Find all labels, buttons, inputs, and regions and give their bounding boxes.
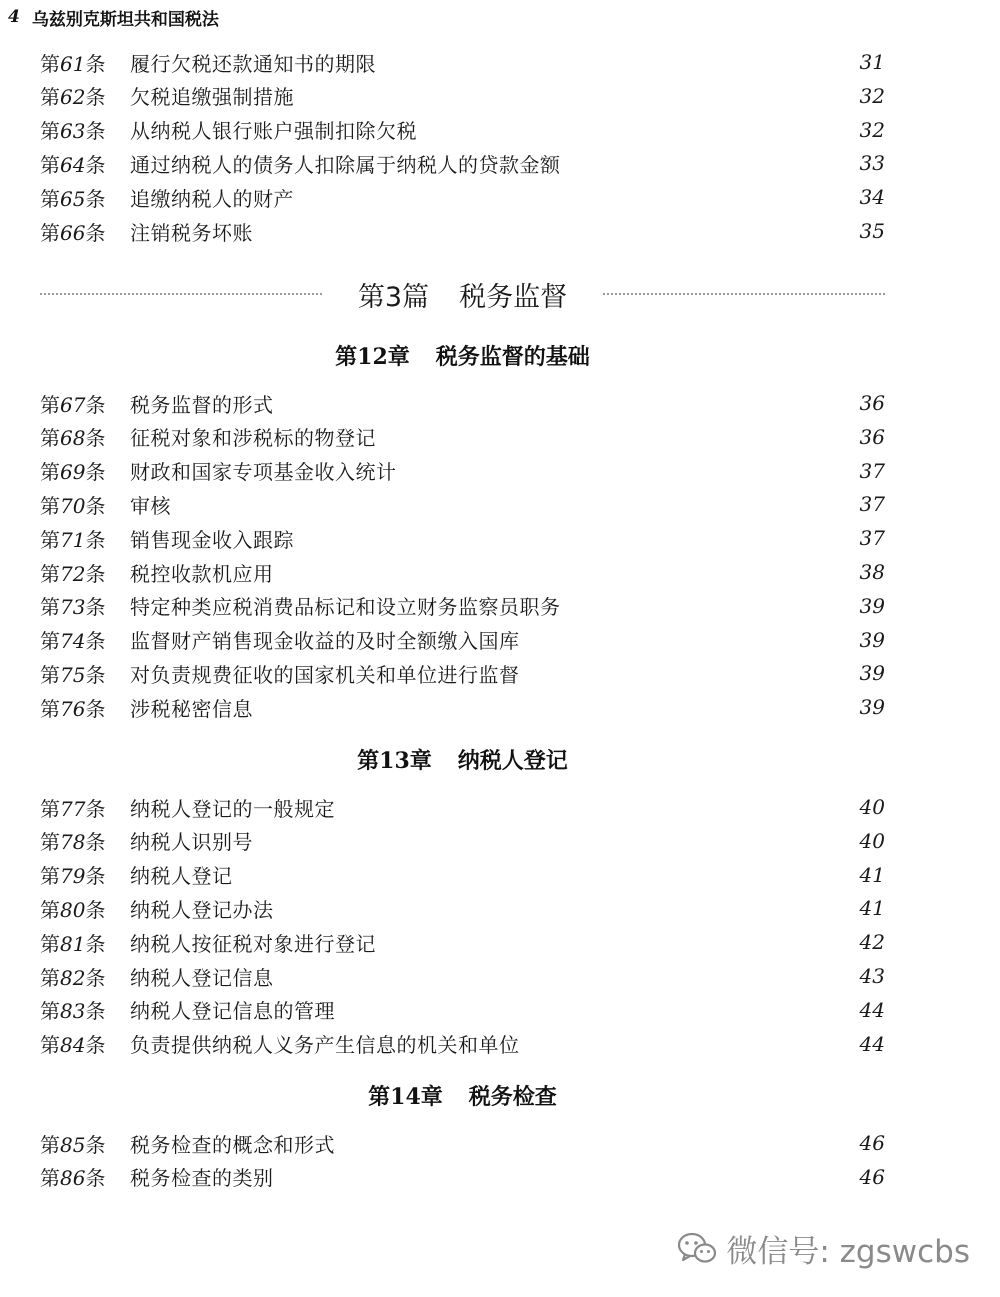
article-page: 40	[859, 828, 885, 853]
article-prefix: 第	[40, 662, 60, 687]
article-prefix: 第	[40, 152, 60, 177]
article-page: 39	[859, 593, 885, 618]
article-title: 销售现金收入跟踪	[130, 527, 294, 552]
article-number-value: 63	[60, 119, 86, 144]
toc-entry	[40, 214, 885, 248]
article-suffix: 条	[85, 931, 106, 956]
article-number	[40, 962, 130, 991]
article-number-value: 81	[60, 931, 86, 956]
article-suffix: 条	[85, 561, 106, 586]
article-page: 35	[859, 219, 885, 243]
article-prefix: 第	[40, 527, 60, 552]
article-prefix: 第	[40, 220, 60, 245]
article-number	[40, 149, 130, 178]
article-title: 征税对象和涉税标的物登记	[130, 426, 376, 451]
toc-entry	[40, 891, 885, 925]
article-page: 36	[859, 424, 885, 449]
article-number-value: 76	[60, 696, 86, 721]
toc-entry	[40, 1126, 885, 1160]
article-number	[40, 995, 130, 1024]
article-prefix: 第	[40, 493, 60, 518]
running-head	[8, 4, 219, 30]
article-prefix: 第	[40, 460, 60, 485]
article-prefix: 第	[40, 1033, 60, 1058]
part-title	[322, 275, 603, 314]
article-number-value: 61	[60, 51, 86, 76]
dotted-rule-right	[603, 293, 885, 295]
toc-entry	[40, 45, 885, 79]
article-number	[40, 659, 130, 688]
article-page: 44	[859, 1031, 885, 1056]
toc-entry	[40, 487, 885, 521]
article-suffix: 条	[85, 460, 106, 485]
toc-entry	[40, 113, 885, 147]
article-number	[40, 183, 130, 212]
article-number	[40, 928, 130, 957]
article-title: 纳税人登记	[130, 864, 233, 889]
article-number-value: 68	[60, 426, 86, 451]
article-number	[40, 524, 130, 553]
article-title: 追缴纳税人的财产	[130, 186, 294, 211]
article-title: 对负责规费征收的国家机关和单位进行监督	[130, 662, 520, 687]
article-number-value: 73	[60, 595, 86, 620]
article-title: 注销税务坏账	[130, 220, 253, 245]
chapter-title: 税务监督的基础	[435, 343, 590, 370]
article-page: 41	[859, 862, 885, 887]
article-number-value: 70	[60, 493, 86, 518]
article-title: 欠税追缴强制措施	[130, 85, 294, 110]
article-suffix: 条	[85, 796, 106, 821]
article-page: 32	[859, 117, 885, 142]
article-title: 纳税人登记的一般规定	[130, 796, 335, 821]
article-prefix: 第	[40, 999, 60, 1024]
article-title: 特定种类应税消费品标记和设立财务监察员职务	[130, 595, 561, 620]
article-title: 税务检查的类别	[130, 1166, 274, 1191]
article-page: 43	[859, 964, 885, 988]
article-prefix: 第	[40, 595, 60, 620]
article-prefix: 第	[40, 897, 60, 922]
article-page: 34	[859, 185, 885, 210]
article-number-value: 82	[60, 965, 86, 990]
article-number	[40, 1129, 130, 1158]
article-number	[40, 115, 130, 144]
chapter-heading	[40, 1077, 885, 1113]
article-number	[40, 591, 130, 620]
chapter-heading	[40, 337, 885, 373]
article-suffix: 条	[85, 629, 106, 654]
article-page: 37	[859, 526, 885, 551]
article-title: 税务监督的形式	[130, 392, 274, 417]
article-title: 财政和国家专项基金收入统计	[130, 460, 397, 485]
article-page: 39	[859, 661, 885, 686]
article-title: 审核	[130, 493, 171, 518]
article-number	[40, 558, 130, 587]
article-suffix: 条	[85, 51, 106, 76]
article-prefix: 第	[40, 426, 60, 451]
article-suffix: 条	[85, 152, 106, 177]
toc-entry	[40, 521, 885, 555]
article-number-value: 83	[60, 999, 86, 1024]
article-suffix: 条	[85, 1033, 106, 1058]
article-number-value: 75	[60, 662, 86, 687]
article-suffix: 条	[85, 595, 106, 620]
toc-entry	[40, 623, 885, 657]
article-prefix: 第	[40, 1166, 60, 1191]
article-suffix: 条	[85, 527, 106, 552]
article-title: 纳税人识别号	[130, 830, 253, 855]
article-suffix: 条	[85, 426, 106, 451]
article-title: 税务检查的概念和形式	[130, 1132, 335, 1157]
chapter-title: 纳税人登记	[457, 747, 568, 774]
article-number	[40, 81, 130, 110]
article-suffix: 条	[85, 864, 106, 889]
toc-entry	[40, 959, 885, 993]
article-number	[40, 1162, 130, 1191]
article-number	[40, 217, 130, 246]
article-page: 38	[859, 560, 885, 584]
toc-entry	[40, 555, 885, 589]
article-number	[40, 48, 130, 77]
article-title: 监督财产销售现金收益的及时全额缴入国库	[130, 629, 520, 654]
article-number-value: 84	[60, 1033, 86, 1058]
article-title: 纳税人按征税对象进行登记	[130, 931, 376, 956]
article-prefix: 第	[40, 965, 60, 990]
toc-entry	[40, 790, 885, 824]
article-page: 42	[859, 930, 885, 955]
article-number	[40, 490, 130, 519]
article-page: 37	[859, 458, 885, 483]
toc-entry	[40, 420, 885, 454]
article-suffix: 条	[85, 1132, 106, 1157]
article-suffix: 条	[85, 830, 106, 855]
article-prefix: 第	[40, 85, 60, 110]
article-suffix: 条	[85, 696, 106, 721]
article-suffix: 条	[85, 85, 106, 110]
chapter-title: 税务检查	[468, 1083, 557, 1110]
article-suffix: 条	[85, 897, 106, 922]
article-page: 40	[859, 795, 885, 819]
chapter-label: 第13章	[357, 747, 432, 774]
article-prefix: 第	[40, 629, 60, 654]
article-page: 32	[859, 83, 885, 108]
toc-entry	[40, 79, 885, 113]
article-suffix: 条	[85, 1166, 106, 1191]
article-suffix: 条	[85, 493, 106, 518]
wechat-watermark	[676, 1228, 970, 1268]
article-number-value: 66	[60, 220, 86, 245]
article-suffix: 条	[85, 965, 106, 990]
article-number	[40, 826, 130, 855]
article-number	[40, 1029, 130, 1058]
article-suffix: 条	[85, 119, 106, 144]
article-title: 纳税人登记信息	[130, 965, 274, 990]
article-number-value: 72	[60, 561, 86, 586]
toc-entry	[40, 690, 885, 724]
toc-entry	[40, 1160, 885, 1194]
page-number: 4	[8, 7, 20, 27]
part-label: 第3篇	[357, 281, 430, 313]
article-number	[40, 860, 130, 889]
article-number-value: 77	[60, 796, 86, 821]
article-number-value: 74	[60, 629, 86, 654]
article-prefix: 第	[40, 931, 60, 956]
article-title: 通过纳税人的债务人扣除属于纳税人的贷款金额	[130, 152, 561, 177]
article-number	[40, 389, 130, 418]
article-prefix: 第	[40, 186, 60, 211]
article-number-value: 79	[60, 864, 86, 889]
wechat-icon	[676, 1230, 718, 1266]
toc-entry	[40, 454, 885, 488]
article-suffix: 条	[85, 999, 106, 1024]
article-page: 44	[859, 997, 885, 1022]
article-page: 39	[859, 627, 885, 652]
article-prefix: 第	[40, 392, 60, 417]
article-title: 负责提供纳税人义务产生信息的机关和单位	[130, 1033, 520, 1058]
article-suffix: 条	[85, 186, 106, 211]
toc-entry	[40, 180, 885, 214]
chapter-label: 第14章	[368, 1083, 443, 1110]
article-suffix: 条	[85, 392, 106, 417]
article-page: 46	[859, 1131, 885, 1155]
article-prefix: 第	[40, 1132, 60, 1157]
toc-entry	[40, 993, 885, 1027]
article-number-value: 64	[60, 152, 86, 177]
chapter-heading	[40, 741, 885, 777]
article-title: 纳税人登记办法	[130, 897, 274, 922]
part-name: 税务监督	[459, 281, 568, 313]
article-page: 31	[859, 50, 885, 74]
article-title: 纳税人登记信息的管理	[130, 999, 335, 1024]
article-number-value: 80	[60, 897, 86, 922]
toc-entry	[40, 824, 885, 858]
article-suffix: 条	[85, 662, 106, 687]
watermark-text: 微信号: zgswcbs	[726, 1233, 970, 1270]
article-prefix: 第	[40, 830, 60, 855]
article-page: 41	[859, 896, 885, 921]
article-title: 履行欠税还款通知书的期限	[130, 51, 376, 76]
article-number-value: 85	[60, 1132, 86, 1157]
article-page: 37	[859, 492, 885, 517]
article-prefix: 第	[40, 561, 60, 586]
article-prefix: 第	[40, 51, 60, 76]
article-page: 39	[859, 695, 885, 720]
article-number-value: 62	[60, 85, 86, 110]
article-number	[40, 422, 130, 451]
toc-entry	[40, 858, 885, 892]
article-title: 从纳税人银行账户强制扣除欠税	[130, 119, 417, 144]
article-number-value: 78	[60, 830, 86, 855]
article-number-value: 69	[60, 460, 86, 485]
article-number	[40, 894, 130, 923]
toc-entry	[40, 146, 885, 180]
toc-entry	[40, 386, 885, 420]
article-title: 税控收款机应用	[130, 561, 274, 586]
article-title: 涉税秘密信息	[130, 696, 253, 721]
book-title: 乌兹别克斯坦共和国税法	[31, 9, 219, 30]
part-heading	[40, 276, 885, 312]
article-number-value: 86	[60, 1166, 86, 1191]
article-number-value: 67	[60, 392, 86, 417]
dotted-rule-left	[40, 293, 322, 295]
article-number	[40, 625, 130, 654]
article-prefix: 第	[40, 119, 60, 144]
article-number	[40, 793, 130, 822]
article-number	[40, 693, 130, 722]
article-number-value: 65	[60, 186, 86, 211]
article-page: 33	[859, 151, 885, 176]
article-suffix: 条	[85, 220, 106, 245]
toc-entry	[40, 1027, 885, 1061]
article-page: 46	[859, 1164, 885, 1189]
article-prefix: 第	[40, 864, 60, 889]
article-page: 36	[859, 391, 885, 415]
article-prefix: 第	[40, 796, 60, 821]
toc-entry	[40, 656, 885, 690]
article-number	[40, 456, 130, 485]
toc-entry	[40, 589, 885, 623]
chapter-label: 第12章	[335, 343, 410, 370]
article-number-value: 71	[60, 527, 86, 552]
article-prefix: 第	[40, 696, 60, 721]
toc-entry	[40, 925, 885, 959]
